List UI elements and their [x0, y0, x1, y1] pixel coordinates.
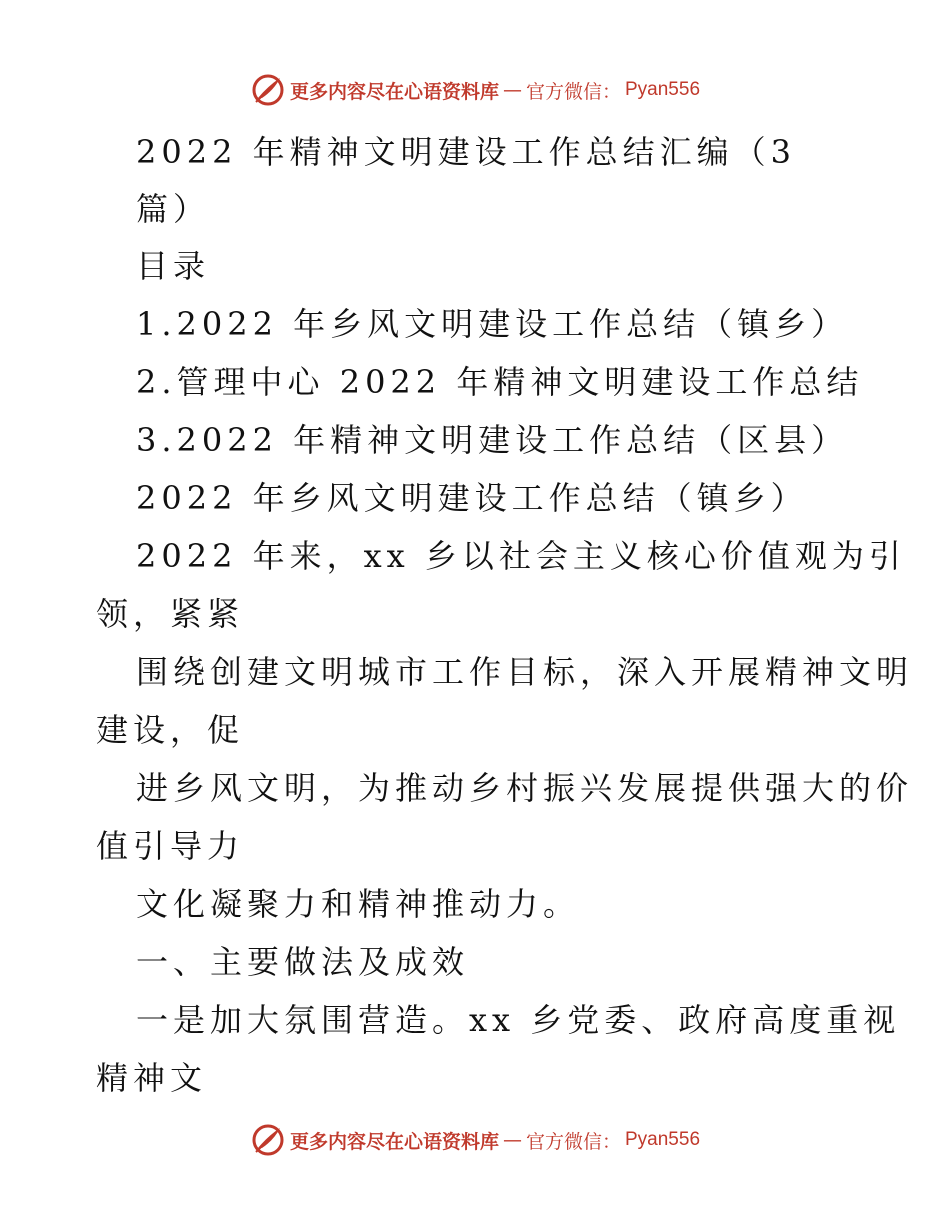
- paragraph-line: 进乡风文明，为推动乡村振兴发展提供强大的价: [136, 769, 914, 807]
- paragraph-line: 文化凝聚力和精神推动力。: [136, 885, 581, 923]
- quill-logo-icon: [250, 72, 286, 108]
- watermark-header: [0, 70, 950, 110]
- watermark-label: 官方微信：: [525, 80, 621, 103]
- paragraph-line: 建设，促: [96, 711, 245, 749]
- watermark-account: Pyan556: [625, 1129, 701, 1150]
- quill-logo-icon: [250, 1122, 286, 1158]
- paragraph-line: 值引导力: [96, 827, 245, 865]
- toc-item-3: 3.2022 年精神文明建设工作总结（区县）: [136, 421, 849, 459]
- watermark-separator: —: [502, 1129, 522, 1151]
- watermark-site-text: 更多内容尽在心语资料库: [289, 80, 499, 103]
- toc-item-2: 2.管理中心 2022 年精神文明建设工作总结: [136, 363, 864, 401]
- subsection-heading: 一、主要做法及成效: [136, 943, 470, 981]
- paragraph-line: 2022 年来，xx 乡以社会主义核心价值观为引: [136, 537, 906, 575]
- doc-title-line-2: 篇）: [136, 190, 211, 228]
- watermark-site-text: 更多内容尽在心语资料库: [289, 1130, 499, 1153]
- watermark-account: Pyan556: [625, 79, 701, 100]
- section-title: 2022 年乡风文明建设工作总结（镇乡）: [136, 479, 808, 517]
- paragraph-line: 精神文: [96, 1059, 208, 1097]
- doc-title-line-1: 2022 年精神文明建设工作总结汇编（3: [136, 133, 796, 171]
- paragraph-line: 领，紧紧: [96, 595, 245, 633]
- toc-item-1: 1.2022 年乡风文明建设工作总结（镇乡）: [136, 305, 849, 343]
- toc-heading: 目录: [136, 247, 211, 285]
- paragraph-line: 一是加大氛围营造。xx 乡党委、政府高度重视: [136, 1001, 901, 1039]
- watermark-label: 官方微信：: [525, 1130, 621, 1153]
- watermark-separator: —: [502, 79, 522, 101]
- watermark-footer: [0, 1120, 950, 1160]
- paragraph-line: 围绕创建文明城市工作目标，深入开展精神文明: [136, 653, 914, 691]
